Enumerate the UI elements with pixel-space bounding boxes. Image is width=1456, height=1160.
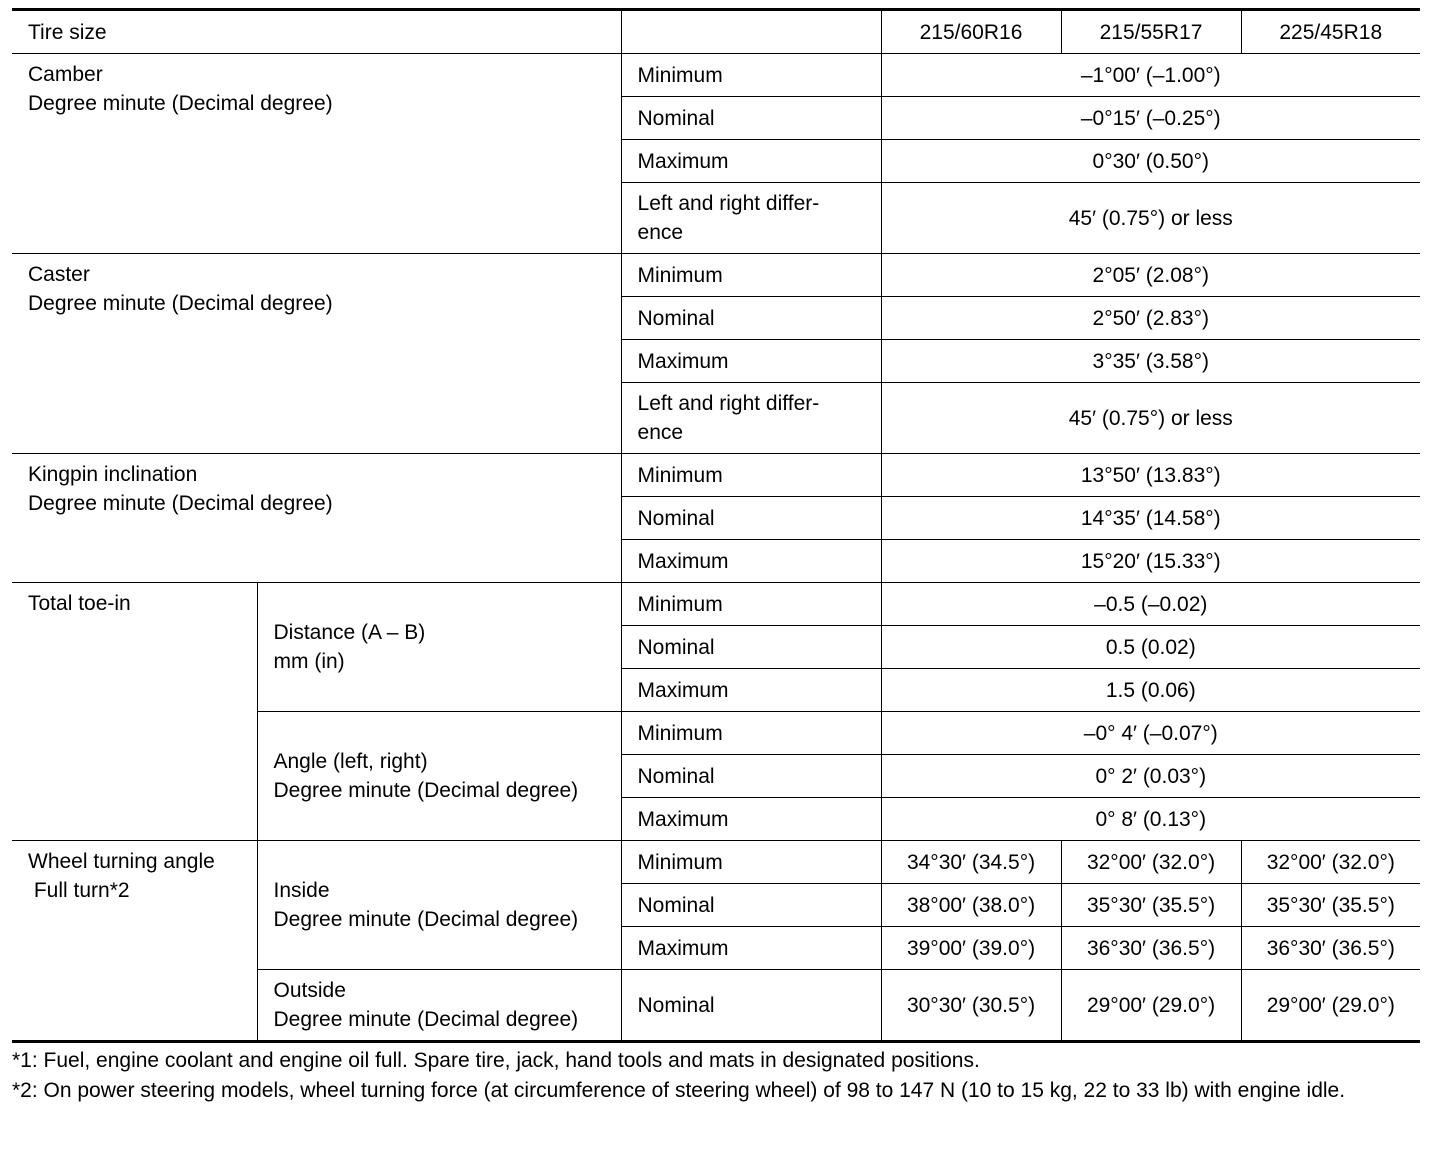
- toe-in-label: Total toe-in: [12, 583, 257, 841]
- kingpin-nominal-value: 14°35′ (14.58°): [881, 497, 1420, 540]
- turning-inside-minimum-label: Minimum: [621, 841, 881, 884]
- toe-angle-nominal-label: Nominal: [621, 755, 881, 798]
- turning-inside-maximum-value-3: 36°30′ (36.5°): [1241, 927, 1420, 970]
- camber-difference-label-line2: ence: [637, 221, 684, 244]
- turning-inside-label-line1: Inside: [273, 879, 330, 902]
- toe-angle-maximum-label: Maximum: [621, 798, 881, 841]
- toe-angle-minimum-value: –0° 4′ (–0.07°): [881, 712, 1420, 755]
- toe-distance-minimum-label: Minimum: [621, 583, 881, 626]
- turning-inside-label-line2: Degree minute (Decimal degree): [273, 908, 579, 931]
- turning-inside-maximum-value-1: 39°00′ (39.0°): [881, 927, 1061, 970]
- kingpin-maximum-label: Maximum: [621, 540, 881, 583]
- wheel-alignment-spec-table: [12, 8, 1420, 1043]
- caster-minimum-value: 2°05′ (2.08°): [881, 254, 1420, 297]
- toe-angle-label-line2: Degree minute (Decimal degree): [273, 779, 579, 802]
- toe-distance-maximum-label: Maximum: [621, 669, 881, 712]
- turning-inside-nominal-value-2: 35°30′ (35.5°): [1061, 884, 1241, 927]
- tire-size-col-2: 215/55R17: [1061, 10, 1241, 54]
- kingpin-minimum-row: [12, 454, 1420, 497]
- toe-distance-nominal-value: 0.5 (0.02): [881, 626, 1420, 669]
- tire-size-header: Tire size: [12, 10, 621, 54]
- turning-inside-maximum-label: Maximum: [621, 927, 881, 970]
- toe-angle-maximum-value: 0° 8′ (0.13°): [881, 798, 1420, 841]
- turning-outside-nominal-value-1: 30°30′ (30.5°): [881, 970, 1061, 1042]
- caster-maximum-value: 3°35′ (3.58°): [881, 340, 1420, 383]
- camber-maximum-label: Maximum: [621, 140, 881, 183]
- kingpin-label-cell: [12, 454, 621, 583]
- header-row: [12, 10, 1420, 54]
- toe-angle-minimum-label: Minimum: [621, 712, 881, 755]
- camber-nominal-label: Nominal: [621, 97, 881, 140]
- turning-inside-label: [257, 841, 621, 970]
- caster-label-cell: [12, 254, 621, 454]
- camber-minimum-row: [12, 54, 1420, 97]
- turning-inside-minimum-value-2: 32°00′ (32.0°): [1061, 841, 1241, 884]
- camber-difference-value: 45′ (0.75°) or less: [881, 183, 1420, 254]
- toe-angle-nominal-value: 0° 2′ (0.03°): [881, 755, 1420, 798]
- turning-subtitle: Full turn*2: [28, 879, 130, 902]
- caster-title: Caster: [28, 263, 90, 286]
- camber-difference-label-line1: Left and right differ-: [637, 192, 820, 215]
- turning-outside-nominal-value-2: 29°00′ (29.0°): [1061, 970, 1241, 1042]
- kingpin-unit: Degree minute (Decimal degree): [28, 492, 333, 515]
- camber-nominal-value: –0°15′ (–0.25°): [881, 97, 1420, 140]
- turning-inside-nominal-value-1: 38°00′ (38.0°): [881, 884, 1061, 927]
- camber-minimum-label: Minimum: [621, 54, 881, 97]
- turning-inside-nominal-label: Nominal: [621, 884, 881, 927]
- toe-distance-label: [257, 583, 621, 712]
- turning-title: Wheel turning angle: [28, 850, 215, 873]
- camber-label-cell: [12, 54, 621, 254]
- camber-maximum-value: 0°30′ (0.50°): [881, 140, 1420, 183]
- turning-inside-minimum-value-1: 34°30′ (34.5°): [881, 841, 1061, 884]
- turning-outside-nominal-label: Nominal: [621, 970, 881, 1042]
- caster-maximum-label: Maximum: [621, 340, 881, 383]
- turning-inside-minimum-value-3: 32°00′ (32.0°): [1241, 841, 1420, 884]
- camber-difference-label: [621, 183, 881, 254]
- tire-size-col-1: 215/60R16: [881, 10, 1061, 54]
- footnotes: [12, 1046, 1420, 1106]
- caster-minimum-label: Minimum: [621, 254, 881, 297]
- toe-distance-label-line2: mm (in): [273, 650, 345, 673]
- turning-outside-label: [257, 970, 621, 1042]
- caster-minimum-row: [12, 254, 1420, 297]
- footnote-1: *1: Fuel, engine coolant and engine oil full. Spare tire, jack, hand tools and mats in designated positions.: [12, 1049, 980, 1072]
- toe-distance-minimum-value: –0.5 (–0.02): [881, 583, 1420, 626]
- tire-size-col-3: 225/45R18: [1241, 10, 1420, 54]
- toe-distance-nominal-label: Nominal: [621, 626, 881, 669]
- kingpin-minimum-value: 13°50′ (13.83°): [881, 454, 1420, 497]
- turning-label-cell: [12, 841, 257, 1042]
- kingpin-nominal-label: Nominal: [621, 497, 881, 540]
- camber-unit: Degree minute (Decimal degree): [28, 92, 333, 115]
- header-blank-cell: [621, 10, 881, 54]
- toe-angle-label-line1: Angle (left, right): [273, 750, 428, 773]
- camber-minimum-value: –1°00′ (–1.00°): [881, 54, 1420, 97]
- footnote-2: *2: On power steering models, wheel turning force (at circumference of steering wheel) of 98 to 147 N (10 to 15 kg, 22 to 33 lb) with engine idle.: [12, 1079, 1346, 1102]
- camber-title: Camber: [28, 63, 103, 86]
- turning-inside-maximum-value-2: 36°30′ (36.5°): [1061, 927, 1241, 970]
- kingpin-minimum-label: Minimum: [621, 454, 881, 497]
- caster-difference-label-line1: Left and right differ-: [637, 392, 820, 415]
- turning-outside-label-line1: Outside: [273, 979, 346, 1002]
- kingpin-title: Kingpin inclination: [28, 463, 198, 486]
- toe-distance-minimum-row: [12, 583, 1420, 626]
- turning-inside-minimum-row: [12, 841, 1420, 884]
- turning-outside-label-line2: Degree minute (Decimal degree): [273, 1008, 579, 1031]
- toe-angle-label: [257, 712, 621, 841]
- caster-difference-label-line2: ence: [637, 421, 684, 444]
- caster-unit: Degree minute (Decimal degree): [28, 292, 333, 315]
- caster-nominal-label: Nominal: [621, 297, 881, 340]
- caster-difference-label: [621, 383, 881, 454]
- caster-nominal-value: 2°50′ (2.83°): [881, 297, 1420, 340]
- caster-difference-value: 45′ (0.75°) or less: [881, 383, 1420, 454]
- kingpin-maximum-value: 15°20′ (15.33°): [881, 540, 1420, 583]
- turning-inside-nominal-value-3: 35°30′ (35.5°): [1241, 884, 1420, 927]
- turning-outside-nominal-value-3: 29°00′ (29.0°): [1241, 970, 1420, 1042]
- toe-distance-label-line1: Distance (A – B): [273, 621, 426, 644]
- toe-distance-maximum-value: 1.5 (0.06): [881, 669, 1420, 712]
